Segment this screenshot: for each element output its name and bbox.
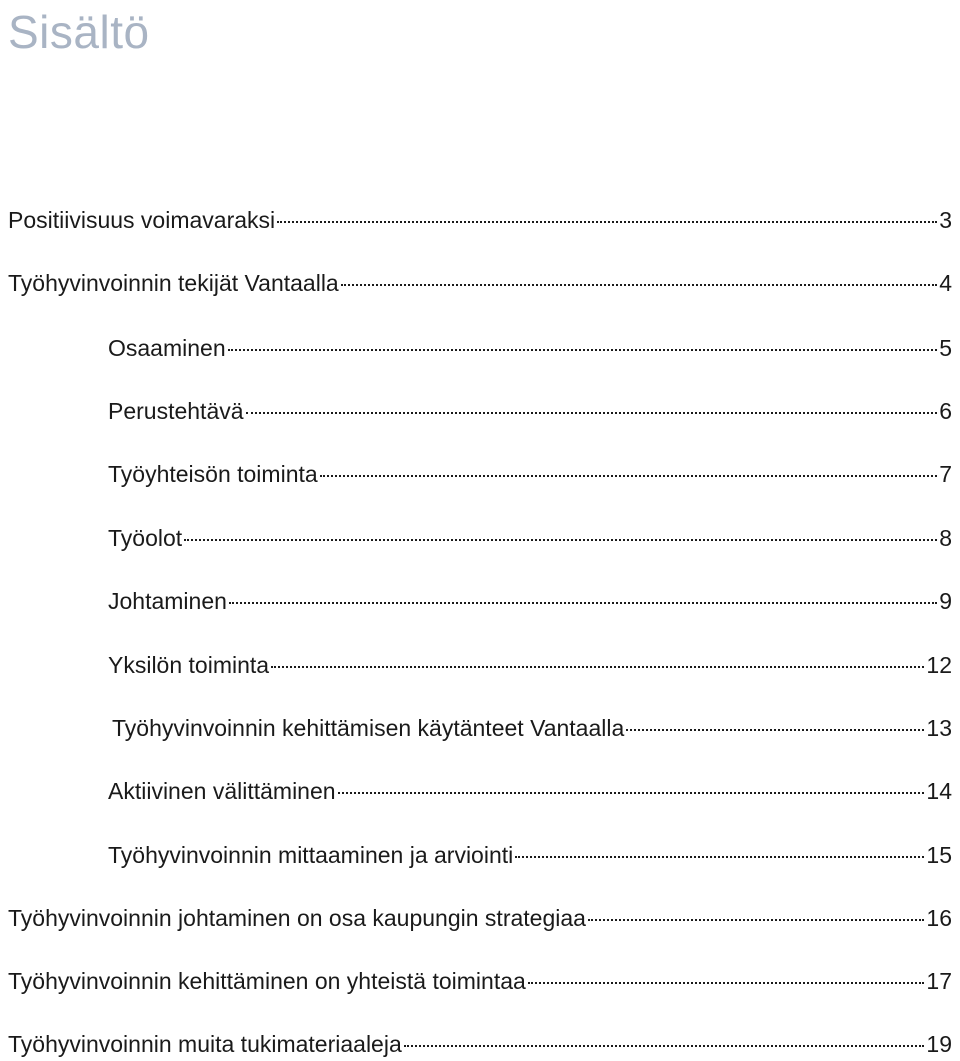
toc-entry[interactable] [8, 1029, 952, 1059]
toc-entry-label: Työhyvinvoinnin kehittämisen käytänteet Vantaalla [112, 715, 625, 741]
toc-entry[interactable] [112, 713, 952, 743]
toc-entry-page: 19 [926, 1031, 952, 1057]
toc-entry-label: Työyhteisön toiminta [108, 461, 318, 487]
toc-entry-label: Aktiivinen välittäminen [108, 778, 336, 804]
toc-entry-page: 17 [926, 968, 952, 994]
toc-dot-leader [588, 919, 924, 921]
toc-entry-page: 8 [939, 525, 952, 551]
toc-entry-page: 3 [939, 207, 952, 233]
toc-dot-leader [246, 412, 938, 414]
toc-entry[interactable] [108, 396, 952, 426]
toc-entry[interactable] [8, 205, 952, 235]
toc-entry-page: 12 [926, 652, 952, 678]
toc-entry-label: Työhyvinvoinnin mittaaminen ja arviointi [108, 842, 514, 868]
toc-dot-leader [338, 792, 925, 794]
toc-dot-leader [184, 539, 937, 541]
toc-entry[interactable] [8, 903, 952, 933]
toc-entry[interactable] [108, 459, 952, 489]
toc-entry[interactable] [8, 268, 952, 298]
toc-dot-leader [277, 221, 937, 223]
toc-entry-page: 4 [939, 270, 952, 296]
toc-entry[interactable] [108, 776, 952, 806]
toc-dot-leader [271, 666, 924, 668]
toc-entry-label: Yksilön toiminta [108, 652, 270, 678]
toc-entry[interactable] [108, 333, 952, 363]
toc-entry-label: Työhyvinvoinnin tekijät Vantaalla [8, 270, 339, 296]
toc-entry-page: 6 [939, 398, 952, 424]
toc-entry[interactable] [108, 650, 952, 680]
toc-entry[interactable] [108, 586, 952, 616]
toc-entry-label: Työhyvinvoinnin johtaminen on osa kaupungin strategiaa [8, 905, 586, 931]
toc-entry[interactable] [108, 840, 952, 870]
toc-entry-label: Työhyvinvoinnin kehittäminen on yhteistä toimintaa [8, 968, 526, 994]
toc-dot-leader [626, 729, 924, 731]
toc-entry-label: Johtaminen [108, 588, 227, 614]
page-title: Sisältö [8, 6, 150, 58]
toc-entry-page: 5 [939, 335, 952, 361]
toc-entry-page: 15 [926, 842, 952, 868]
toc-entry-page: 9 [939, 588, 952, 614]
toc-entry[interactable] [8, 966, 952, 996]
toc-entry-label: Työhyvinvoinnin muita tukimateriaaleja [8, 1031, 402, 1057]
toc-entry-label: Työolot [108, 525, 183, 551]
toc-entry-page: 14 [926, 778, 952, 804]
toc-dot-leader [528, 982, 925, 984]
toc-dot-leader [229, 602, 937, 604]
toc-dot-leader [341, 284, 937, 286]
toc-entry-label: Perustehtävä [108, 398, 244, 424]
toc-dot-leader [320, 475, 938, 477]
toc-entry-label: Positiivisuus voimavaraksi [8, 207, 276, 233]
toc-dot-leader [404, 1045, 925, 1047]
toc-entry-page: 13 [926, 715, 952, 741]
toc-dot-leader [515, 856, 924, 858]
toc-entry-page: 16 [926, 905, 952, 931]
toc-entry-label: Osaaminen [108, 335, 226, 361]
toc-entry-page: 7 [939, 461, 952, 487]
toc-entry[interactable] [108, 523, 952, 553]
toc-dot-leader [228, 349, 938, 351]
